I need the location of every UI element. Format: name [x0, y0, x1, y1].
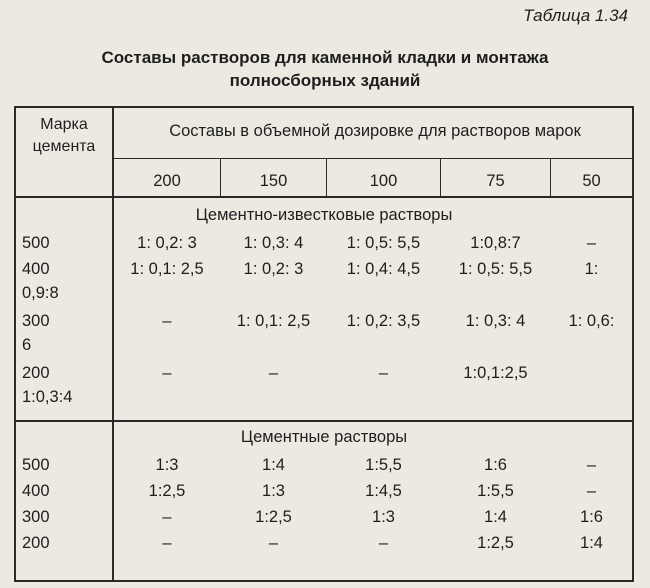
row-brand: 300 — [22, 312, 50, 330]
row-brand: 400 — [22, 260, 50, 278]
table-cell: 1: 0,5: 5,5 — [458, 260, 533, 278]
table-cell: 1: 0,3: 4 — [465, 312, 526, 330]
table-cell: 1:4 — [580, 534, 603, 552]
mortar-table — [14, 106, 634, 582]
table-cell: 1:5,5 — [365, 456, 402, 474]
section-title-lime: Цементно-известковые растворы — [195, 206, 453, 224]
grade-header: 100 — [369, 172, 398, 190]
table-cell: – — [586, 456, 597, 474]
table-cell: – — [378, 534, 389, 552]
grade-header: 150 — [259, 172, 288, 190]
wrapped-value: 1:0,3:4 — [22, 388, 73, 406]
row-brand: 500 — [22, 456, 50, 474]
divider-sections — [16, 420, 632, 422]
grade-header: 200 — [153, 172, 181, 190]
table-cell: 1: 0,5: 5,5 — [346, 234, 421, 252]
header-cement-mark — [16, 114, 112, 158]
divider-header-grades — [114, 158, 632, 159]
table-cell: – — [162, 534, 172, 552]
table-cell: 1:4 — [262, 456, 285, 474]
table-cell: 1: 0,4: 4,5 — [346, 260, 421, 278]
wrapped-value: 6 — [22, 336, 32, 354]
row-brand: 500 — [22, 234, 50, 252]
header-mark-line-2: цемента — [32, 138, 96, 155]
table-cell: 1: — [584, 260, 599, 278]
table-title — [0, 46, 650, 92]
table-cell: 1: 0,1: 2,5 — [236, 312, 311, 330]
wrapped-value: 0,9:8 — [22, 284, 59, 302]
table-cell: 1:4,5 — [365, 482, 402, 500]
title-line-2: полносборных зданий — [229, 71, 421, 90]
table-cell: – — [268, 364, 279, 382]
table-cell: 1: 0,6: — [568, 312, 615, 330]
table-cell: 1:6 — [580, 508, 603, 526]
table-cell: 1:3 — [262, 482, 285, 500]
grade-header: 50 — [582, 172, 601, 190]
table-cell: – — [586, 234, 597, 252]
table-cell: 1:6 — [484, 456, 507, 474]
table-cell: – — [162, 364, 172, 382]
table-cell: – — [162, 312, 172, 330]
table-cell: 1:2,5 — [477, 534, 514, 552]
table-cell: 1: 0,2: 3 — [137, 234, 197, 252]
table-cell: – — [586, 482, 597, 500]
header-mark-line-1: Марка — [40, 116, 88, 133]
row-brand: 200 — [22, 534, 50, 552]
table-cell: 1:2,5 — [148, 482, 186, 500]
table-cell: 1:3 — [155, 456, 179, 474]
grade-header: 75 — [486, 172, 505, 190]
title-line-1: Составы растворов для каменной кладки и монтажа — [101, 48, 549, 67]
row-brand: 400 — [22, 482, 50, 500]
divider-header-bottom — [16, 196, 632, 198]
table-cell: 1:0,1:2,5 — [463, 364, 528, 382]
table-cell: – — [162, 508, 172, 526]
table-caption: Таблица 1.34 — [523, 6, 628, 25]
table-cell: 1:3 — [372, 508, 395, 526]
table-cell: 1: 0,3: 4 — [243, 234, 304, 252]
table-cell: 1: 0,1: 2,5 — [130, 260, 204, 278]
table-cell: 1:4 — [484, 508, 507, 526]
table-cell: 1:0,8:7 — [470, 234, 521, 252]
section-title-cement: Цементные растворы — [240, 428, 408, 446]
table-cell: – — [378, 364, 389, 382]
header-compositions: Составы в объемной дозировке для растворов марок — [169, 122, 581, 140]
table-cell: – — [268, 534, 279, 552]
table-cell: 1:5,5 — [477, 482, 514, 500]
row-brand: 200 — [22, 364, 50, 382]
row-brand: 300 — [22, 508, 50, 526]
table-cell: 1:2,5 — [255, 508, 292, 526]
table-cell: 1: 0,2: 3 — [243, 260, 304, 278]
table-cell: 1: 0,2: 3,5 — [346, 312, 421, 330]
